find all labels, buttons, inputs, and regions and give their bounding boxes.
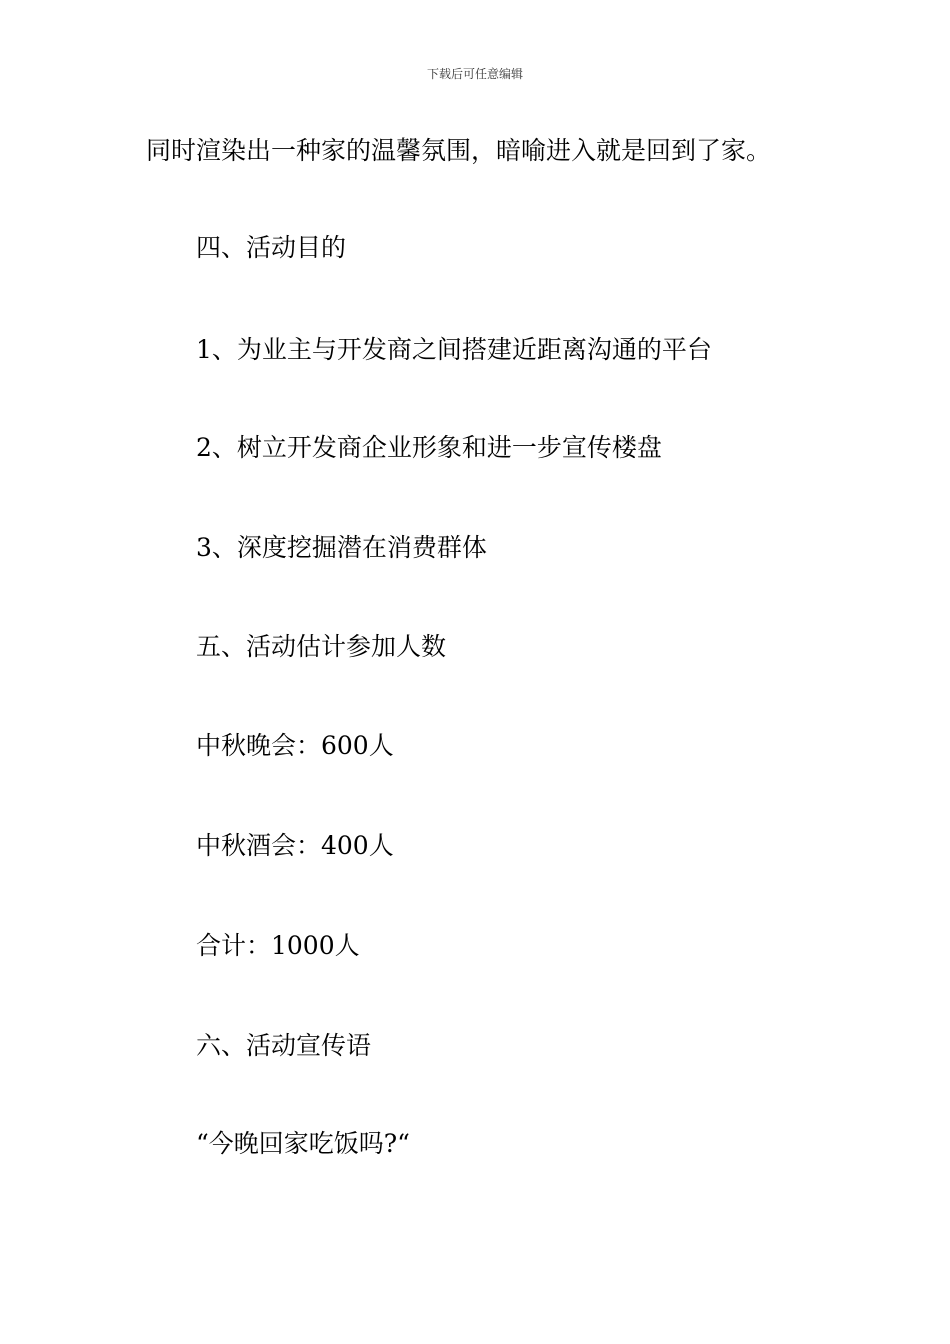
list-item-purpose-2: 2、树立开发商企业形象和进一步宣传楼盘 xyxy=(196,433,662,462)
list-item-purpose-3: 3、深度挖掘潜在消费群体 xyxy=(196,533,487,562)
slogan-text: “今晚回家吃饭吗?“ xyxy=(196,1129,410,1158)
paragraph-continuation: 同时渲染出一种家的温馨氛围，暗喻进入就是回到了家。 xyxy=(146,136,772,165)
section-heading-purpose: 四、活动目的 xyxy=(196,233,347,262)
attendance-gala: 中秋晚会：600人 xyxy=(196,731,394,760)
attendance-reception: 中秋酒会：400人 xyxy=(196,831,394,860)
attendance-total: 合计：1000人 xyxy=(196,931,360,960)
section-heading-attendance: 五、活动估计参加人数 xyxy=(196,632,447,661)
list-item-purpose-1: 1、为业主与开发商之间搭建近距离沟通的平台 xyxy=(196,335,712,364)
header-note: 下载后可任意编辑 xyxy=(426,67,523,81)
section-heading-slogan: 六、活动宣传语 xyxy=(196,1031,372,1060)
